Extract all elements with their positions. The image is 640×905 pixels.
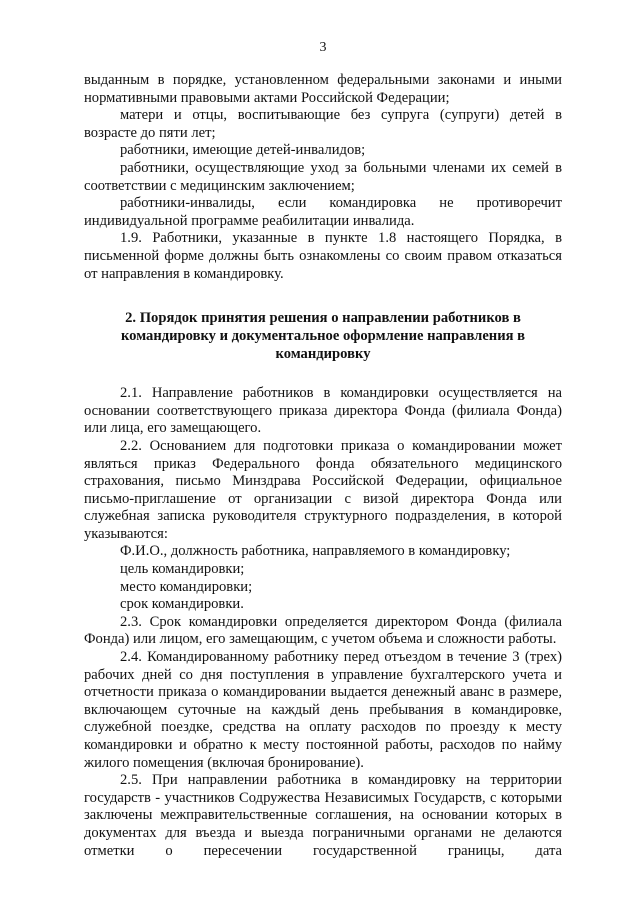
paragraph-2-1: 2.1. Направление работников в командировки осуществляется на основании соответствующего приказа директора Фонда (филиала Фонда) или лица, его замещающего. [84, 385, 562, 437]
paragraph-1-9: 1.9. Работники, указанные в пункте 1.8 настоящего Порядка, в письменной форме должны быть ознакомлены со своим правом отказаться от направления в командировку. [84, 230, 562, 282]
list-item: матери и отцы, воспитывающие без супруга (супруги) детей в возрасте до пяти лет; [84, 107, 562, 141]
continuation-paragraph: выданным в порядке, установленном федеральными законами и иными нормативными правовыми актами Российской Федерации; [84, 72, 562, 106]
list-item: работники-инвалиды, если командировка не противоречит индивидуальной программе реабилитации инвалида. [84, 195, 562, 229]
list-item: цель командировки; [120, 561, 245, 578]
page-number: 3 [319, 40, 327, 55]
list-item: Ф.И.О., должность работника, направляемого в командировку; [120, 543, 511, 560]
list-item: место командировки; [120, 578, 253, 595]
paragraph-2-4: 2.4. Командированному работнику перед отъездом в течение 3 (трех) рабочих дней со дня поступления в управление бухгалтерского учета и отчетности приказа о командировании выдается денежный аванс в размере, включающем суточные на каждый день пребывания в командировке, служебной поездке, средства на оплату расходов по проезду к месту командировки и обратно к месту постоянной работы, расходов по найму жилого помещения (включая бронирование). [84, 649, 562, 771]
paragraph-2-2: 2.2. Основанием для подготовки приказа о командировании может являться приказ Федерального фонда обязательного медицинского страхования, письмо Минздрава Российской Федерации, официальное письмо-приглашение от организации с визой директора Фонда или служебная записка руководителя структурного подразделения, в которой указываются: [84, 437, 562, 542]
list-item: срок командировки. [120, 596, 244, 613]
paragraph-2-5: 2.5. При направлении работника в командировку на территории государств - участников Содружества Независимых Государств, с которыми заключены межправительственные соглашения, на основании которых в документах для въезда и выезда пограничными органами не делаются отметки о пересечении государственной границы, дата [84, 772, 562, 859]
list-item: работники, имеющие детей-инвалидов; [120, 142, 366, 159]
section-2-heading: 2. Порядок принятия решения о направлении работников в командировку и документальное оформление направления в командировку [120, 310, 526, 363]
list-item: работники, осуществляющие уход за больными членами их семей в соответствии с медицинским заключением; [84, 159, 562, 194]
paragraph-2-3: 2.3. Срок командировки определяется директором Фонда (филиала Фонда) или лицом, его замещающим, с учетом объема и сложности работы. [84, 613, 562, 648]
